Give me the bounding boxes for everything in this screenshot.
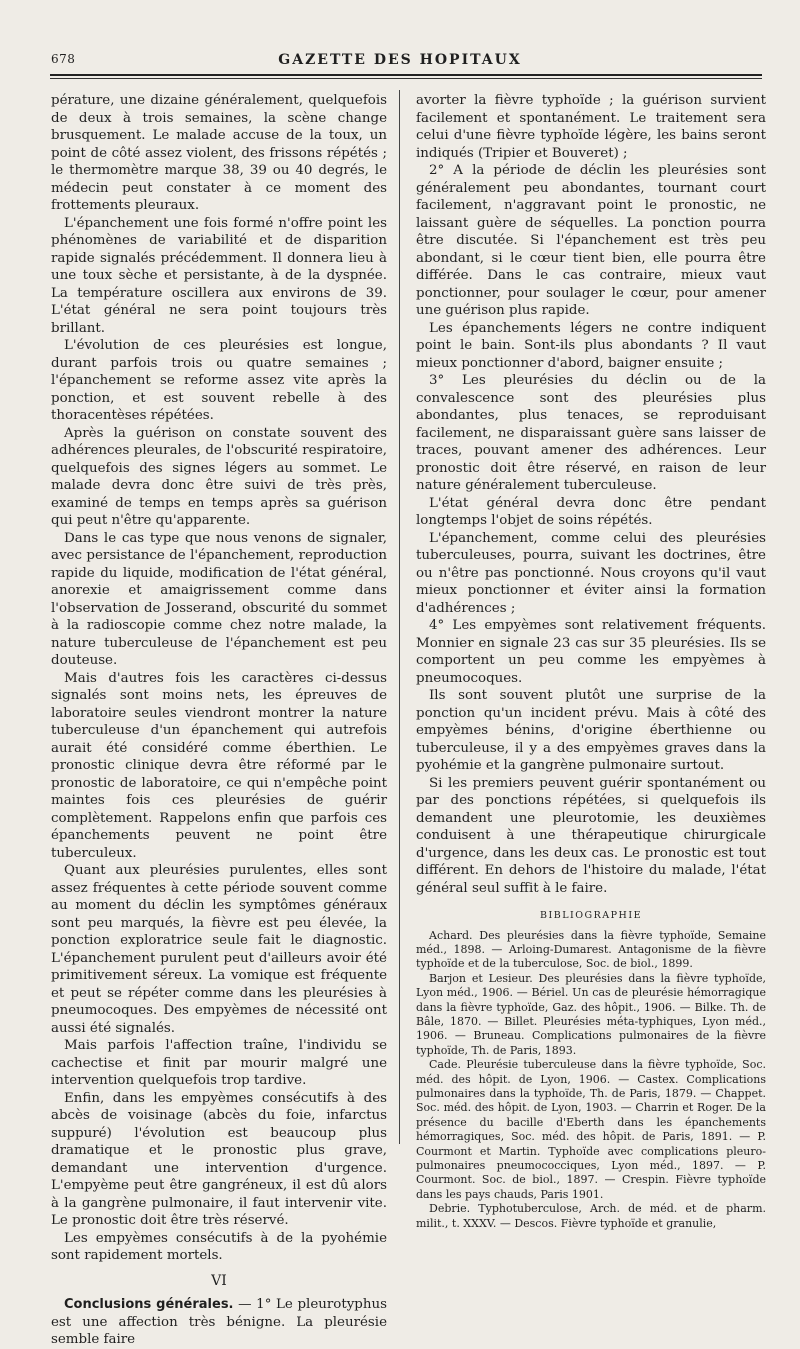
column-divider — [399, 90, 400, 1144]
bibliography-entry: Cade. Pleurésie tuberculeuse dans la fièvre typhoïde, Soc. méd. des hôpit. de Lyon, 1906. — Castex. Complications pulmonaires dans la typhoïde, Th. de Paris, 1879. — Chappet. Soc. méd. des hôpit. de Lyon, 1903. — Charrin et Roger. De la présence du bacille d'Eberth dans les épanchements hémorragiques, Soc. méd. des hôpit. de Paris, 1891. — P. Courmont et Martin. Typhoïde avec complications pleuro-pulmonaires pneumococciques, Lyon méd., 1897. — P. Courmont. Soc. de biol., 1897. — Crespin. Fièvre typhoïde dans les pays chauds, Paris 1901. — [416, 1058, 766, 1201]
paragraph: 2° A la période de déclin les pleurésies sont généralement peu abondantes, tournant court facilement, n'aggravant point le pronostic, ne laissant guère de séquelles. La ponction pourra être discutée. Si l'épanchement est très peu abondant, si le cœur tient bien, elle pourra être différée. Dans le cas contraire, mieux vaut ponctionner, pour soulager le cœur, pour amener une guérison plus rapide. — [416, 163, 766, 318]
page-number: 678 — [51, 52, 76, 66]
paragraph: 4° Les empyèmes sont relativement fréquents. Monnier en signale 23 cas sur 35 pleurésies. Ils se comportent un peu comme les empyèmes à pneumocoques. — [416, 618, 766, 686]
paragraph: L'évolution de ces pleurésies est longue, durant parfois trois ou quatre semaines ; l'épanchement se reforme assez vite après la ponction, et est souvent rebelle à des thoracentèses répétées. — [51, 338, 387, 423]
paragraph: Quant aux pleurésies purulentes, elles sont assez fréquentes à cette période souvent comme au moment du déclin les symptômes généraux sont peu marqués, la fièvre est peu élevée, la ponction exploratrice seule fait le diagnostic. L'épanchement purulent peut d'ailleurs avoir été primitivement séreux. La vomique est fréquente et peut se répéter comme dans les pleurésies à pneumocoques. Des empyèmes de nécessité ont aussi été signalés. — [51, 863, 387, 1036]
bibliography — [416, 929, 766, 1232]
paragraph: L'état général devra donc être pendant longtemps l'objet de soins répétés. — [416, 495, 766, 528]
paragraph: Les empyèmes consécutifs à de la pyohémie sont rapidement mortels. — [51, 1230, 387, 1263]
paragraph: pérature, une dizaine généralement, quelquefois de deux à trois semaines, la scène change brusquement. Le malade accuse de la toux, un point de côté assez violent, des frissons répétés ; le thermomètre marque 38, 39 ou 40 degrés, le médecin peut constater à ce moment des frottements pleuraux. — [51, 93, 387, 213]
conclusions-paragraph — [51, 1296, 387, 1349]
paragraph: Enfin, dans les empyèmes consécutifs à des abcès de voisinage (abcès du foie, infarctus suppuré) l'évolution est beaucoup plus dramatique et le pronostic plus grave, demandant une intervention d'urgence. L'empyème peut être gangréneux, il est dû alors à la gangrène pulmonaire, il faut intervenir vite. Le pronostic doit être très réservé. — [51, 1090, 387, 1228]
paragraph: Mais d'autres fois les caractères ci-dessus signalés sont moins nets, les épreuves de laboratoire seules viendront montrer la nature tuberculeuse d'un épanchement qui autrefois aurait été considéré comme éberthien. Le pronostic clinique devra être réformé par le pronostic de laboratoire, ce qui n'empêche point maintes fois ces pleurésies de guérir complètement. Rappelons enfin que parfois ces épanchements peuvent ne point être tuberculeux. — [51, 670, 387, 861]
right-column — [416, 92, 766, 1231]
paragraph: Ils sont souvent plutôt une surprise de la ponction qu'un incident prévu. Mais à côté des empyèmes bénins, d'origine éberthienne ou tuberculeuse, il y a des empyèmes graves dans la pyohémie et la gangrène pulmonaire surtout. — [416, 688, 766, 773]
paragraph: Dans le cas type que nous venons de signaler, avec persistance de l'épanchement, reproduction rapide du liquide, modification de l'état général, anorexie et amaigrissement comme dans l'observation de Josserand, obscurité du sommet à la radioscopie comme chez notre malade, la nature tuberculeuse de l'épanchement est peu douteuse. — [51, 530, 387, 668]
right-paragraphs — [416, 92, 766, 897]
paragraph: Mais parfois l'affection traîne, l'individu se cachectise et finit par mourir malgré une intervention quelquefois trop tardive. — [51, 1038, 387, 1088]
header-rule — [50, 74, 762, 76]
header-rule-thin — [50, 78, 762, 79]
left-column — [51, 92, 387, 1349]
paragraph: avorter la fièvre typhoïde ; la guérison survient facilement et spontanément. Le traitement sera celui d'une fièvre typhoïde légère, les bains seront indiqués (Tripier et Bouveret) ; — [416, 93, 766, 161]
paragraph: Les épanchements légers ne contre indiquent point le bain. Sont-ils plus abondants ? Il vaut mieux ponctionner d'abord, baigner ensuite ; — [416, 320, 766, 371]
paragraph: Après la guérison on constate souvent des adhérences pleurales, de l'obscurité respiratoire, quelquefois des signes légers au sommet. Le malade devra donc être suivi de très près, examiné de temps en temps après sa guérison qui peut n'être qu'apparente. — [51, 425, 387, 528]
paragraph: Si les premiers peuvent guérir spontanément ou par des ponctions répétées, si quelquefois ils demandent une pleurotomie, les deuxièmes conduisent à une thérapeutique chirurgicale d'urgence, dans les deux cas. Le pronostic est tout différent. En dehors de l'histoire du malade, l'état général seul suffit à le faire. — [416, 775, 766, 896]
paragraph: 3° Les pleurésies du déclin ou de la convalescence sont des pleurésies plus abondantes, plus tenaces, se reproduisant facilement, ne disparaissant guère sans laisser de traces, pouvant amener des adhérences. Leur pronostic doit être réservé, en raison de leur nature généralement tuberculeuse. — [416, 373, 766, 493]
section-heading: VI — [211, 1272, 227, 1289]
bibliography-entry: Barjon et Lesieur. Des pleurésies dans la fièvre typhoïde, Lyon méd., 1906. — Bériel. Un cas de pleurésie hémorragique dans la fièvre typhoïde, Gaz. des hôpit., 1906. — Bilke. Th. de Bâle, 1870. — Billet. Pleurésies méta-typhiques, Lyon méd., 1906. — Bruneau. Complications pulmonaires de la fièvre typhoïde, Th. de Paris, 1893. — [416, 971, 766, 1057]
bibliography-title: BIBLIOGRAPHIE — [539, 910, 643, 921]
paragraph: L'épanchement, comme celui des pleurésies tuberculeuses, pourra, suivant les doctrines, être ou n'être pas ponctionné. Nous croyons qu'il vaut mieux ponctionner et éviter ainsi la formation d'adhérences ; — [416, 530, 766, 616]
paragraph: L'épanchement une fois formé n'offre point les phénomènes de variabilité et de disparition rapide signalés précédemment. Il donnera lieu à une toux sèche et persistante, à de la dyspnée. La température oscillera aux environs de 39. L'état général ne sera point toujours très brillant. — [51, 215, 387, 336]
conclusions-text: — 1° Le pleurotyphus est une affection très bénigne. La pleurésie semble faire — [51, 1297, 387, 1347]
bibliography-entry: Achard. Des pleurésies dans la fièvre typhoïde, Semaine méd., 1898. — Arloing-Dumarest. Antagonisme de la fièvre typhoïde et de la tuberculose, Soc. de biol., 1899. — [416, 928, 766, 971]
bibliography-entry: Debrie. Typhotuberculose, Arch. de méd. et de pharm. milit., t. XXXV. — Descos. Fièvre typhoïde et granulie, — [416, 1202, 766, 1230]
journal-title: GAZETTE DES HOPITAUX — [278, 52, 522, 68]
conclusions-title: Conclusions générales. — [64, 1297, 234, 1312]
